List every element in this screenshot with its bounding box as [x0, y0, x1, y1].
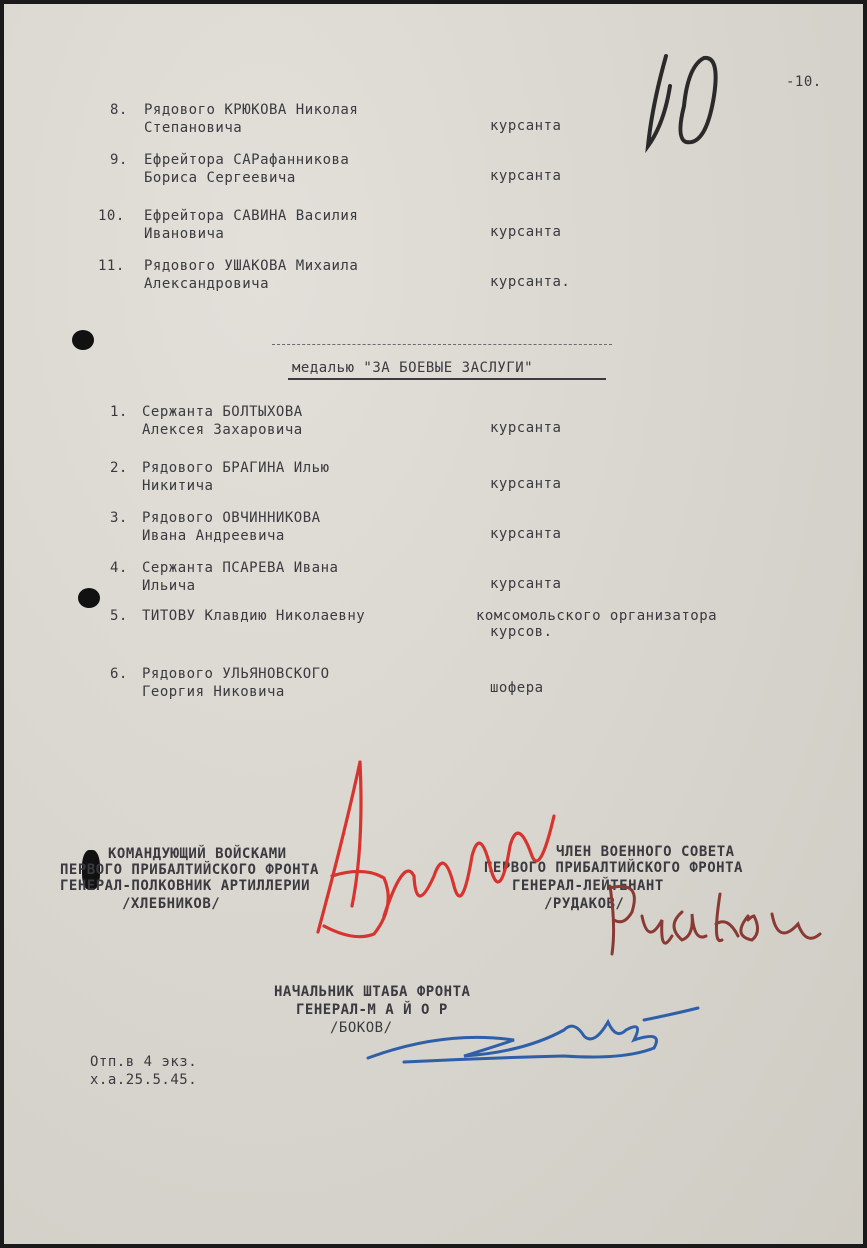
- entry-role: курсанта: [490, 576, 562, 592]
- entry-role: комсомольского организатора: [476, 608, 718, 624]
- red-handwritten-signature: [304, 756, 564, 946]
- entry-name-line2: Никитича: [142, 478, 214, 494]
- entry-role: курсанта: [490, 168, 562, 184]
- bottom-sig-line1: НАЧАЛЬНИК ШТАБА ФРОНТА: [274, 984, 471, 1000]
- right-sig-name: /РУДАКОВ/: [544, 896, 625, 912]
- entry-name-line2: Александровича: [144, 276, 270, 292]
- entry-name-line2: Ильича: [142, 578, 196, 594]
- entry-number: 5.: [110, 608, 128, 624]
- entry-number: 4.: [110, 560, 128, 576]
- rudakov-handwritten-signature: [602, 876, 832, 966]
- entry-name-line1: Рядового КРЮКОВА Николая: [144, 102, 359, 118]
- entry-name-line2: Ивана Андреевича: [142, 528, 285, 544]
- left-sig-line2: ПЕРВОГО ПРИБАЛТИЙСКОГО ФРОНТА: [60, 862, 319, 878]
- entry-number: 1.: [110, 404, 128, 420]
- entry-role: курсанта: [490, 224, 562, 240]
- entry-role: курсанта: [490, 526, 562, 542]
- punch-hole: [78, 588, 100, 608]
- footer-copies: Отп.в 4 экз.: [90, 1054, 198, 1070]
- entry-role-line2: курсов.: [490, 624, 553, 640]
- entry-name-line1: Рядового ОВЧИННИКОВА: [142, 510, 321, 526]
- entry-name-line2: Георгия Никовича: [142, 684, 285, 700]
- entry-number: 3.: [110, 510, 128, 526]
- entry-number: 10.: [98, 208, 125, 224]
- left-sig-line3: ГЕНЕРАЛ-ПОЛКОВНИК АРТИЛЛЕРИИ: [60, 878, 311, 894]
- page-number: -10.: [786, 74, 822, 90]
- handwritten-number-mark: [644, 46, 724, 156]
- entry-name-line2: Ивановича: [144, 226, 225, 242]
- entry-number: 9.: [110, 152, 128, 168]
- medal-heading: медалью "ЗА БОЕВЫЕ ЗАСЛУГИ": [292, 360, 534, 376]
- entry-name-line1: Сержанта ПСАРЕВА Ивана: [142, 560, 339, 576]
- right-sig-line3: ГЕНЕРАЛ-ЛЕЙТЕНАНТ: [512, 878, 664, 894]
- rudakov-handwriting-text: [624, 944, 628, 960]
- entry-name-line1: Рядового УЛЬЯНОВСКОГО: [142, 666, 330, 682]
- entry-role: курсанта: [490, 420, 562, 436]
- entry-name-line1: Ефрейтора САРафанникова: [144, 152, 350, 168]
- entry-role: шофера: [490, 680, 544, 696]
- entry-name-line1: ТИТОВУ Клавдию Николаевну: [142, 608, 366, 624]
- heading-underline: [288, 378, 606, 380]
- entry-role: курсанта: [490, 118, 562, 134]
- punch-hole: [72, 330, 94, 350]
- entry-name-line1: Рядового УШАКОВА Михаила: [144, 258, 359, 274]
- entry-role: курсанта.: [490, 274, 571, 290]
- entry-number: 11.: [98, 258, 125, 274]
- entry-name-line2: Степановича: [144, 120, 243, 136]
- entry-name-line2: Алексея Захаровича: [142, 422, 303, 438]
- left-sig-name: /ХЛЕБНИКОВ/: [122, 896, 221, 912]
- dashed-separator: [272, 344, 612, 345]
- left-sig-line1: КОМАНДУЮЩИЙ ВОЙСКАМИ: [108, 846, 287, 862]
- bottom-sig-line2: ГЕНЕРАЛ-М А Й О Р: [296, 1002, 448, 1018]
- entry-number: 6.: [110, 666, 128, 682]
- footer-date: х.а.25.5.45.: [90, 1072, 198, 1088]
- bottom-sig-name: /БОКОВ/: [330, 1020, 393, 1036]
- entry-name-line1: Сержанта БОЛТЫХОВА: [142, 404, 303, 420]
- entry-name-line2: Бориса Сергеевича: [144, 170, 296, 186]
- document-page: [4, 4, 863, 1244]
- right-sig-line1: ЧЛЕН ВОЕННОГО СОВЕТА: [556, 844, 735, 860]
- right-sig-line2: ПЕРВОГО ПРИБАЛТИЙСКОГО ФРОНТА: [484, 860, 743, 876]
- entry-role: курсанта: [490, 476, 562, 492]
- entry-name-line1: Ефрейтора САВИНА Василия: [144, 208, 359, 224]
- entry-number: 8.: [110, 102, 128, 118]
- blue-handwritten-signature: [364, 1000, 704, 1070]
- entry-number: 2.: [110, 460, 128, 476]
- entry-name-line1: Рядового БРАГИНА Илью: [142, 460, 330, 476]
